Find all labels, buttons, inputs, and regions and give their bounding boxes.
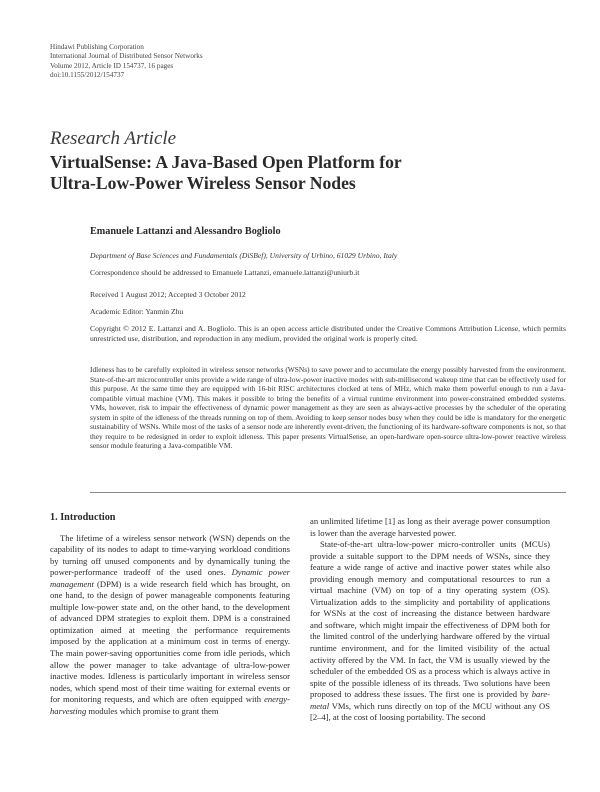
academic-editor: Academic Editor: Yanmin Zhu xyxy=(90,307,184,316)
text-run: modules which promise to grant them xyxy=(86,705,219,716)
text-run: (DPM) is a wide research field which has brought, on one hand, to the design of power manageable components featuring multiple low-power state and, on the other hand, to the development of advanced DPM strategies to exploit them. DPM is a constrained optimization aimed at meeting the performance requirements imposed by the application at a minimum cost in terms of energy. The main power-saving opportunities come from idle periods, which allow the power manager to take advantage of ultra-low-power inactive modes. Idleness is particularly important in wireless sensor nodes, which spend most of their time waiting for external events or for monitoring requests, and which are often equipped with xyxy=(50,578,290,705)
text-run: State-of-the-art ultra-low-power micro-controller units (MCUs) provide a suitable support to the DPM needs of WSNs, since they feature a wide range of active and inactive power states while also providing enough memory and computational resources to run a virtual machine (VM) on top of a tiny operating system (OS). Virtualization adds to the simplicity and portability of applications for WSNs at the cost of increasing the distance between hardware and software, which might impair the effectiveness of DPM both for the limited control of the underlying hardware offered by the virtual runtime environment, and for the limited visibility of the actual activity offered by the VM. In fact, the VM is usually viewed by the scheduler of the embedded OS as a process which is always active in spite of the possible idleness of its threads. Two solutions have been proposed to address these issues. The first one is provided by xyxy=(310,539,550,700)
body-column-left xyxy=(50,512,290,717)
italic-term: energy-harvesting xyxy=(50,694,290,716)
title-line-2: Ultra-Low-Power Wireless Sensor Nodes xyxy=(50,173,356,193)
intro-paragraph-1 xyxy=(50,533,290,718)
authors: Emanuele Lattanzi and Alessandro Bogliolo xyxy=(90,226,281,237)
italic-term: bare-metal xyxy=(310,689,550,711)
intro-paragraph-1-continued: an unlimited lifetime [1] as long as their average power consumption is lower than the average harvested power. xyxy=(310,516,550,538)
doi-line: doi:10.1155/2012/154737 xyxy=(50,71,125,80)
publisher-line: Hindawi Publishing Corporation xyxy=(50,43,144,51)
correspondence: Correspondence should be addressed to Emanuele Lattanzi, emanuele.lattanzi@uniurb.it xyxy=(90,268,360,277)
text-run: VMs, which runs directly on top of the MCU without any OS [2–4], at the cost of loosing portability. The second xyxy=(310,700,550,723)
abstract: Idleness has to be carefully exploited in wireless sensor networks (WSNs) to save power and to accumulate the energy possibly harvested from the environment. State-of-the-art microcontroller units provide a wide range of ultra-low-power inactive modes with sub-millisecond wakeup time that can be effectively used for this purpose. At the same time they are equipped with 16-bit RISC architectures clocked at tens of MHz, which make them powerful enough to run a Java-compatible virtual machine (VM). This makes it possible to bring the benefits of a virtual runtime environment into power-constrained embedded systems. VMs, however, risk to impair the effectiveness of dynamic power management as they are seen as always-active processes by the scheduler of the operating system in spite of the idleness of the threads running on top of them. Avoiding to keep sensor nodes busy when they could be idle is mandatory for the energetic sustainability of WSNs. While most of the tasks of a sensor node are inherently event-driven, the functioning of its hardware-software components is not, so that they require to be redesigned in order to exploit idleness. This paper presents VirtualSense, an open-hardware open-source ultra-low-power reactive wireless sensor module featuring a Java-compatible VM. xyxy=(90,365,566,451)
received-accepted-dates: Received 1 August 2012; Accepted 3 October 2012 xyxy=(90,290,246,299)
body-column-right xyxy=(310,516,550,724)
abstract-divider xyxy=(90,492,566,493)
title-line-1: VirtualSense: A Java-Based Open Platform for xyxy=(50,152,402,172)
volume-line: Volume 2012, Article ID 154737, 16 pages xyxy=(50,61,174,70)
text-run: The lifetime of a wireless sensor network (WSN) depends on the capability of its nodes to adapt to time-varying workload conditions by turning off unused components and by dynamically tuning the power-performance tradeoff of the used ones. xyxy=(50,532,290,578)
italic-term: Dynamic power management xyxy=(50,567,291,589)
affiliation: Department of Base Sciences and Fundamentals (DiSBef), University of Urbino, 61029 Urbino, Italy xyxy=(90,251,398,260)
journal-line: International Journal of Distributed Sensor Networks xyxy=(50,52,203,61)
journal-header xyxy=(50,43,203,81)
article-type: Research Article xyxy=(50,128,177,149)
intro-paragraph-2 xyxy=(310,539,550,724)
copyright-notice: Copyright © 2012 E. Lattanzi and A. Bogliolo. This is an open access article distributed under the Creative Commons Attribution License, which permits unrestricted use, distribution, and reproduction in any medium, provided the original work is properly cited. xyxy=(90,324,566,343)
section-heading: 1. Introduction xyxy=(50,512,116,523)
page-title xyxy=(50,152,550,194)
